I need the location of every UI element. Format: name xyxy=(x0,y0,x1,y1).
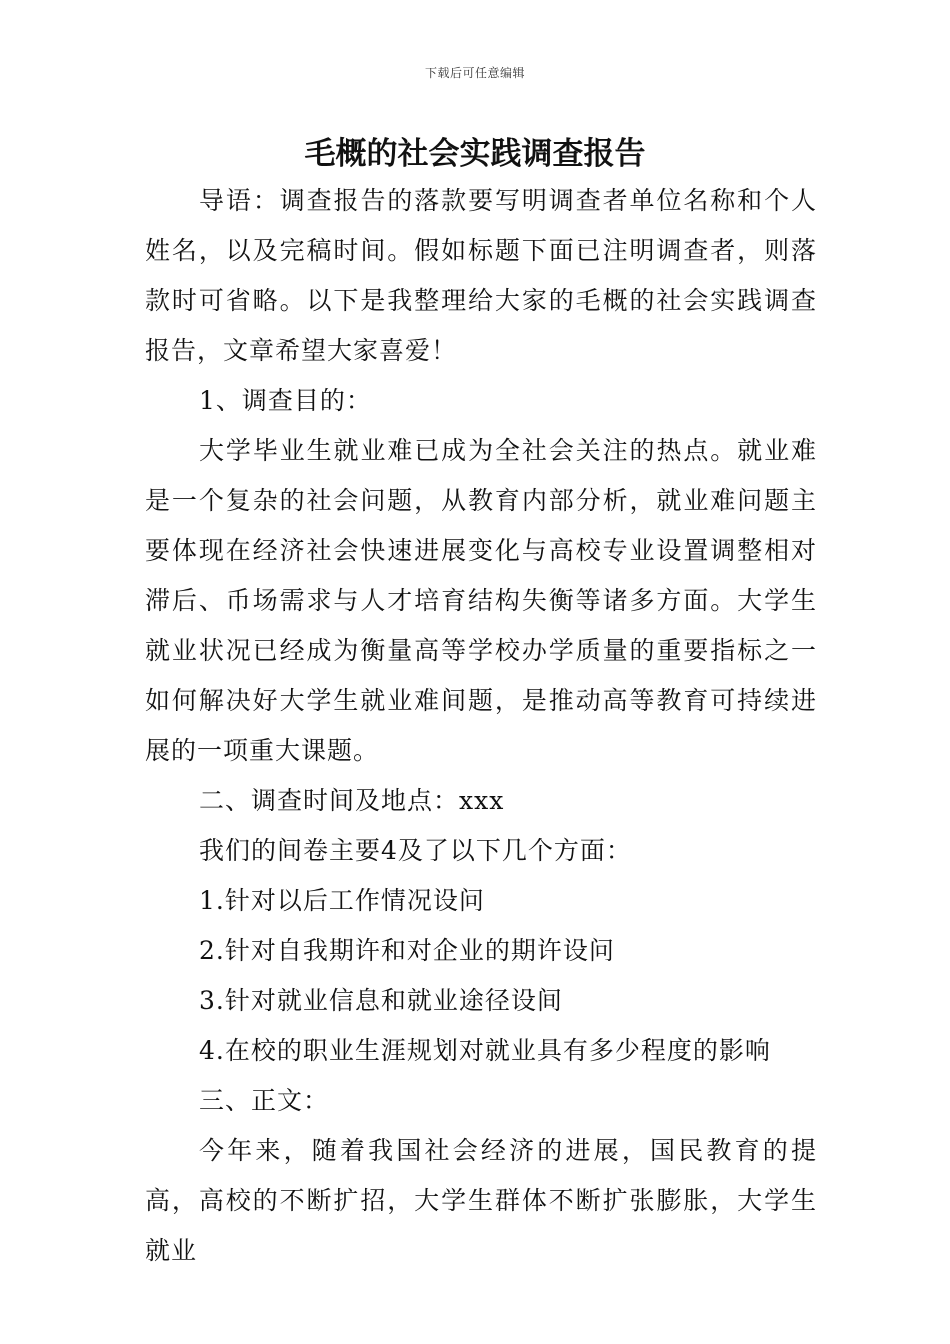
intro-paragraph: 导语：调查报告的落款要写明调查者单位名称和个人姓名，以及完稿时间。假如标题下面已注明调查者，则落款时可省略。以下是我整理给大家的毛概的社会实践调查报告，文章希望大家喜爱！ xyxy=(145,186,817,365)
list-item: 3.针对就业信息和就业途径设间 xyxy=(199,986,563,1015)
document-body xyxy=(145,176,817,1276)
list-item: 1.针对以后工作情况设问 xyxy=(199,886,485,915)
section-heading-time-place: 二、调查时间及地点：xxx xyxy=(199,786,505,815)
purpose-paragraph: 大学毕业生就业难已成为全社会关注的热点。就业难是一个复杂的社会问题，从教育内部分析，就业难问题主要体现在经济社会快速进展变化与高校专业设置调整相对滞后、币场需求与人才培育结构失衡等诸多方面。大学生就业状况已经成为衡量高等学校办学质量的重要指标之一如何解决好大学生就业难间题，是推动高等教育可持续进展的一项重大课题。 xyxy=(145,436,817,765)
section-heading-main-text: 三、正文： xyxy=(199,1086,330,1115)
header-note: 下载后可任意编辑 xyxy=(424,66,525,80)
list-item: 2.针对自我期许和对企业的期许设问 xyxy=(199,936,615,965)
main-text-paragraph: 今年来，随着我国社会经济的进展，国民教育的提高，高校的不断扩招，大学生群体不断扩张膨胀，大学生就业 xyxy=(145,1136,817,1265)
survey-aspects-intro: 我们的间卷主要4及了以下几个方面： xyxy=(199,836,632,865)
section-heading-purpose: 1、调查目的： xyxy=(199,386,372,415)
list-item: 4.在校的职业生涯规划对就业具有多少程度的影响 xyxy=(199,1036,771,1065)
document-title: 毛概的社会实践调查报告 xyxy=(304,136,646,172)
